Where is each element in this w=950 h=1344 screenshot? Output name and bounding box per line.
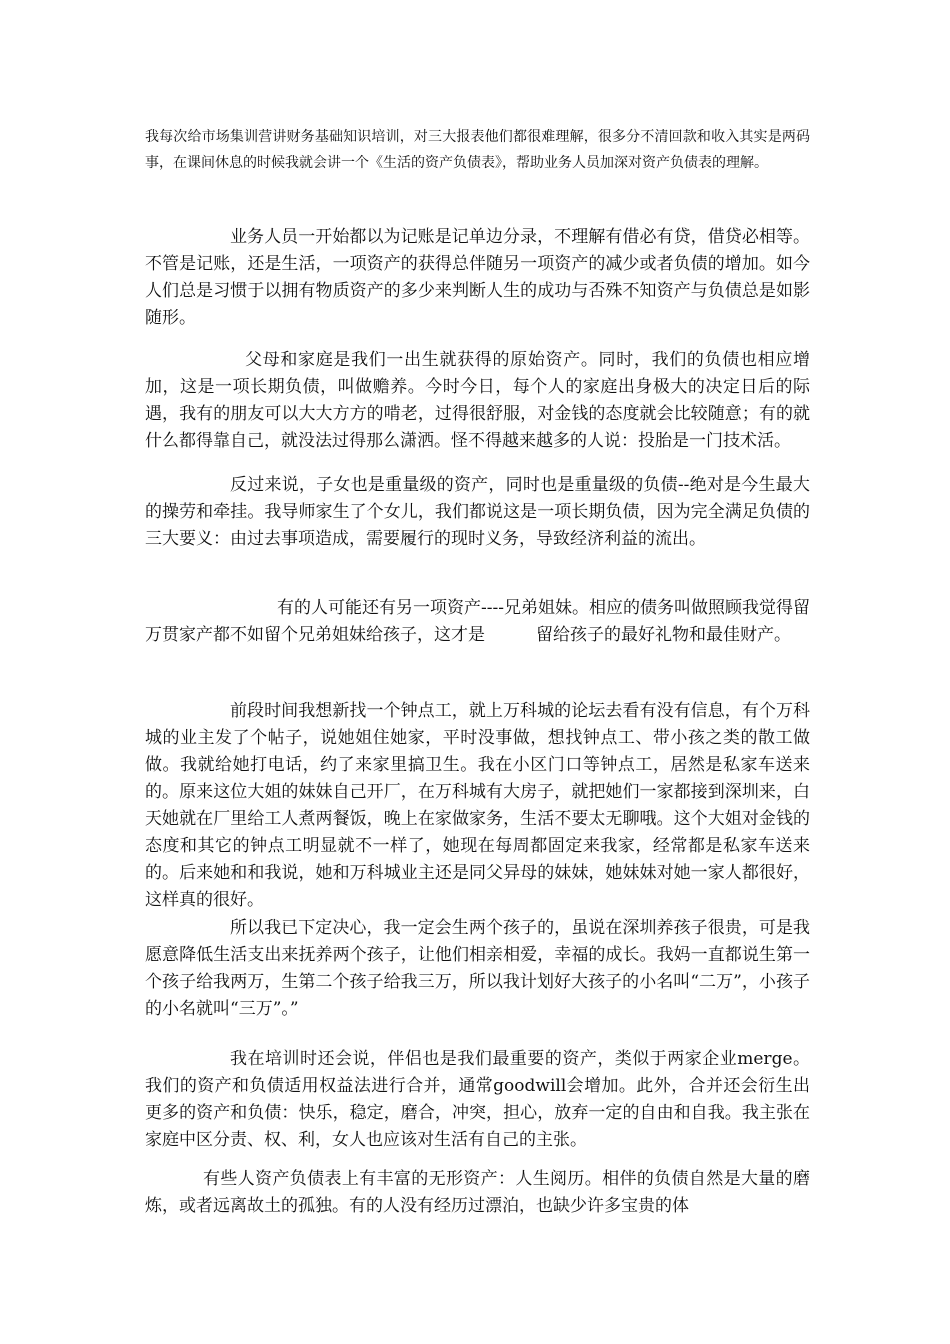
paragraph-siblings: 有的人可能还有另一项资产----兄弟姐妹。相应的债务叫做照顾我觉得留万贯家产都不如留个兄弟姐妹给孩子，这才是 留给孩子的最好礼物和最佳财产。 (145, 598, 810, 645)
paragraph-children: 反过来说，子女也是重量级的资产，同时也是重量级的负债--绝对是今生最大的操劳和牵挂。我导师家生了个女儿，我们都说这是一项长期负债，因为完全满足负债的三大要义：由过去事项造成，需要履行的现时义务，导致经济利益的流出。 (145, 475, 810, 549)
paragraph-bookkeeping: 业务人员一开始都以为记账是记单边分录，不理解有借必有贷，借贷必相等。不管是记账，还是生活，一项资产的获得总伴随另一项资产的减少或者负债的增加。如今人们总是习惯于以拥有物质资产的多少来判断人生的成功与否殊不知资产与负债总是如影随形。 (145, 227, 810, 328)
paragraph-partner: 我在培训时还会说，伴侣也是我们最重要的资产，类似于两家企业merge。我们的资产和负债适用权益法进行合并，通常goodwill会增加。此外，合并还会衍生出更多的资产和负债：快乐，稳定，磨合，冲突，担心，放弃一定的自由和自我。我主张在家庭中区分责、权、利，女人也应该对生活有自己的主张。 (145, 1049, 810, 1150)
paragraph-intro: 我每次给市场集训营讲财务基础知识培训，对三大报表他们都很难理解，很多分不清回款和收入其实是两码事，在课间休息的时候我就会讲一个《生活的资产负债表》，帮助业务人员加深对资产负债表的理解。 (145, 129, 810, 171)
paragraph-two-children: 所以我已下定决心，我一定会生两个孩子的，虽说在深圳养孩子很贵，可是我愿意降低生活支出来抚养两个孩子，让他们相亲相爱，幸福的成长。我妈一直都说生第一个孩子给我两万，生第二个孩子给我三万，所以我计划好大孩子的小名叫“二万”，小孩子的小名就叫“三万”。” (145, 918, 810, 1019)
paragraph-housekeeper-story: 前段时间我想新找一个钟点工，就上万科城的论坛去看有没有信息，有个万科城的业主发了个帖子，说她姐住她家，平时没事做，想找钟点工、带小孩之类的散工做做。我就给她打电话，约了来家里搞卫生。我在小区门口等钟点工，居然是私家车送来的。原来这位大姐的妹妹自己开厂，在万科城有大房子，就把她们一家都接到深圳来，白天她就在厂里给工人煮两餐饭，晚上在家做家务，生活不要太无聊哦。这个大姐对金钱的态度和其它的钟点工明显就不一样了，她现在每周都固定来我家，经常都是私家车送来的。后来她和和我说，她和万科城业主还是同父异母的妹妹，她妹妹对她一家人都很好，这样真的很好。 (145, 701, 810, 910)
paragraph-parents: 父母和家庭是我们一出生就获得的原始资产。同时，我们的负债也相应增加，这是一项长期负债，叫做赡养。今时今日，每个人的家庭出身极大的决定日后的际遇，我有的朋友可以大大方方的啃老，过得很舒服，对金钱的态度就会比较随意；有的就什么都得靠自己，就没法过得那么潇洒。怪不得越来越多的人说：投胎是一门技术活。 (145, 350, 810, 451)
paragraph-intangible-assets: 有些人资产负债表上有丰富的无形资产：人生阅历。相伴的负债自然是大量的磨炼，或者远离故土的孤独。有的人没有经历过漂泊，也缺少许多宝贵的体 (145, 1169, 810, 1216)
